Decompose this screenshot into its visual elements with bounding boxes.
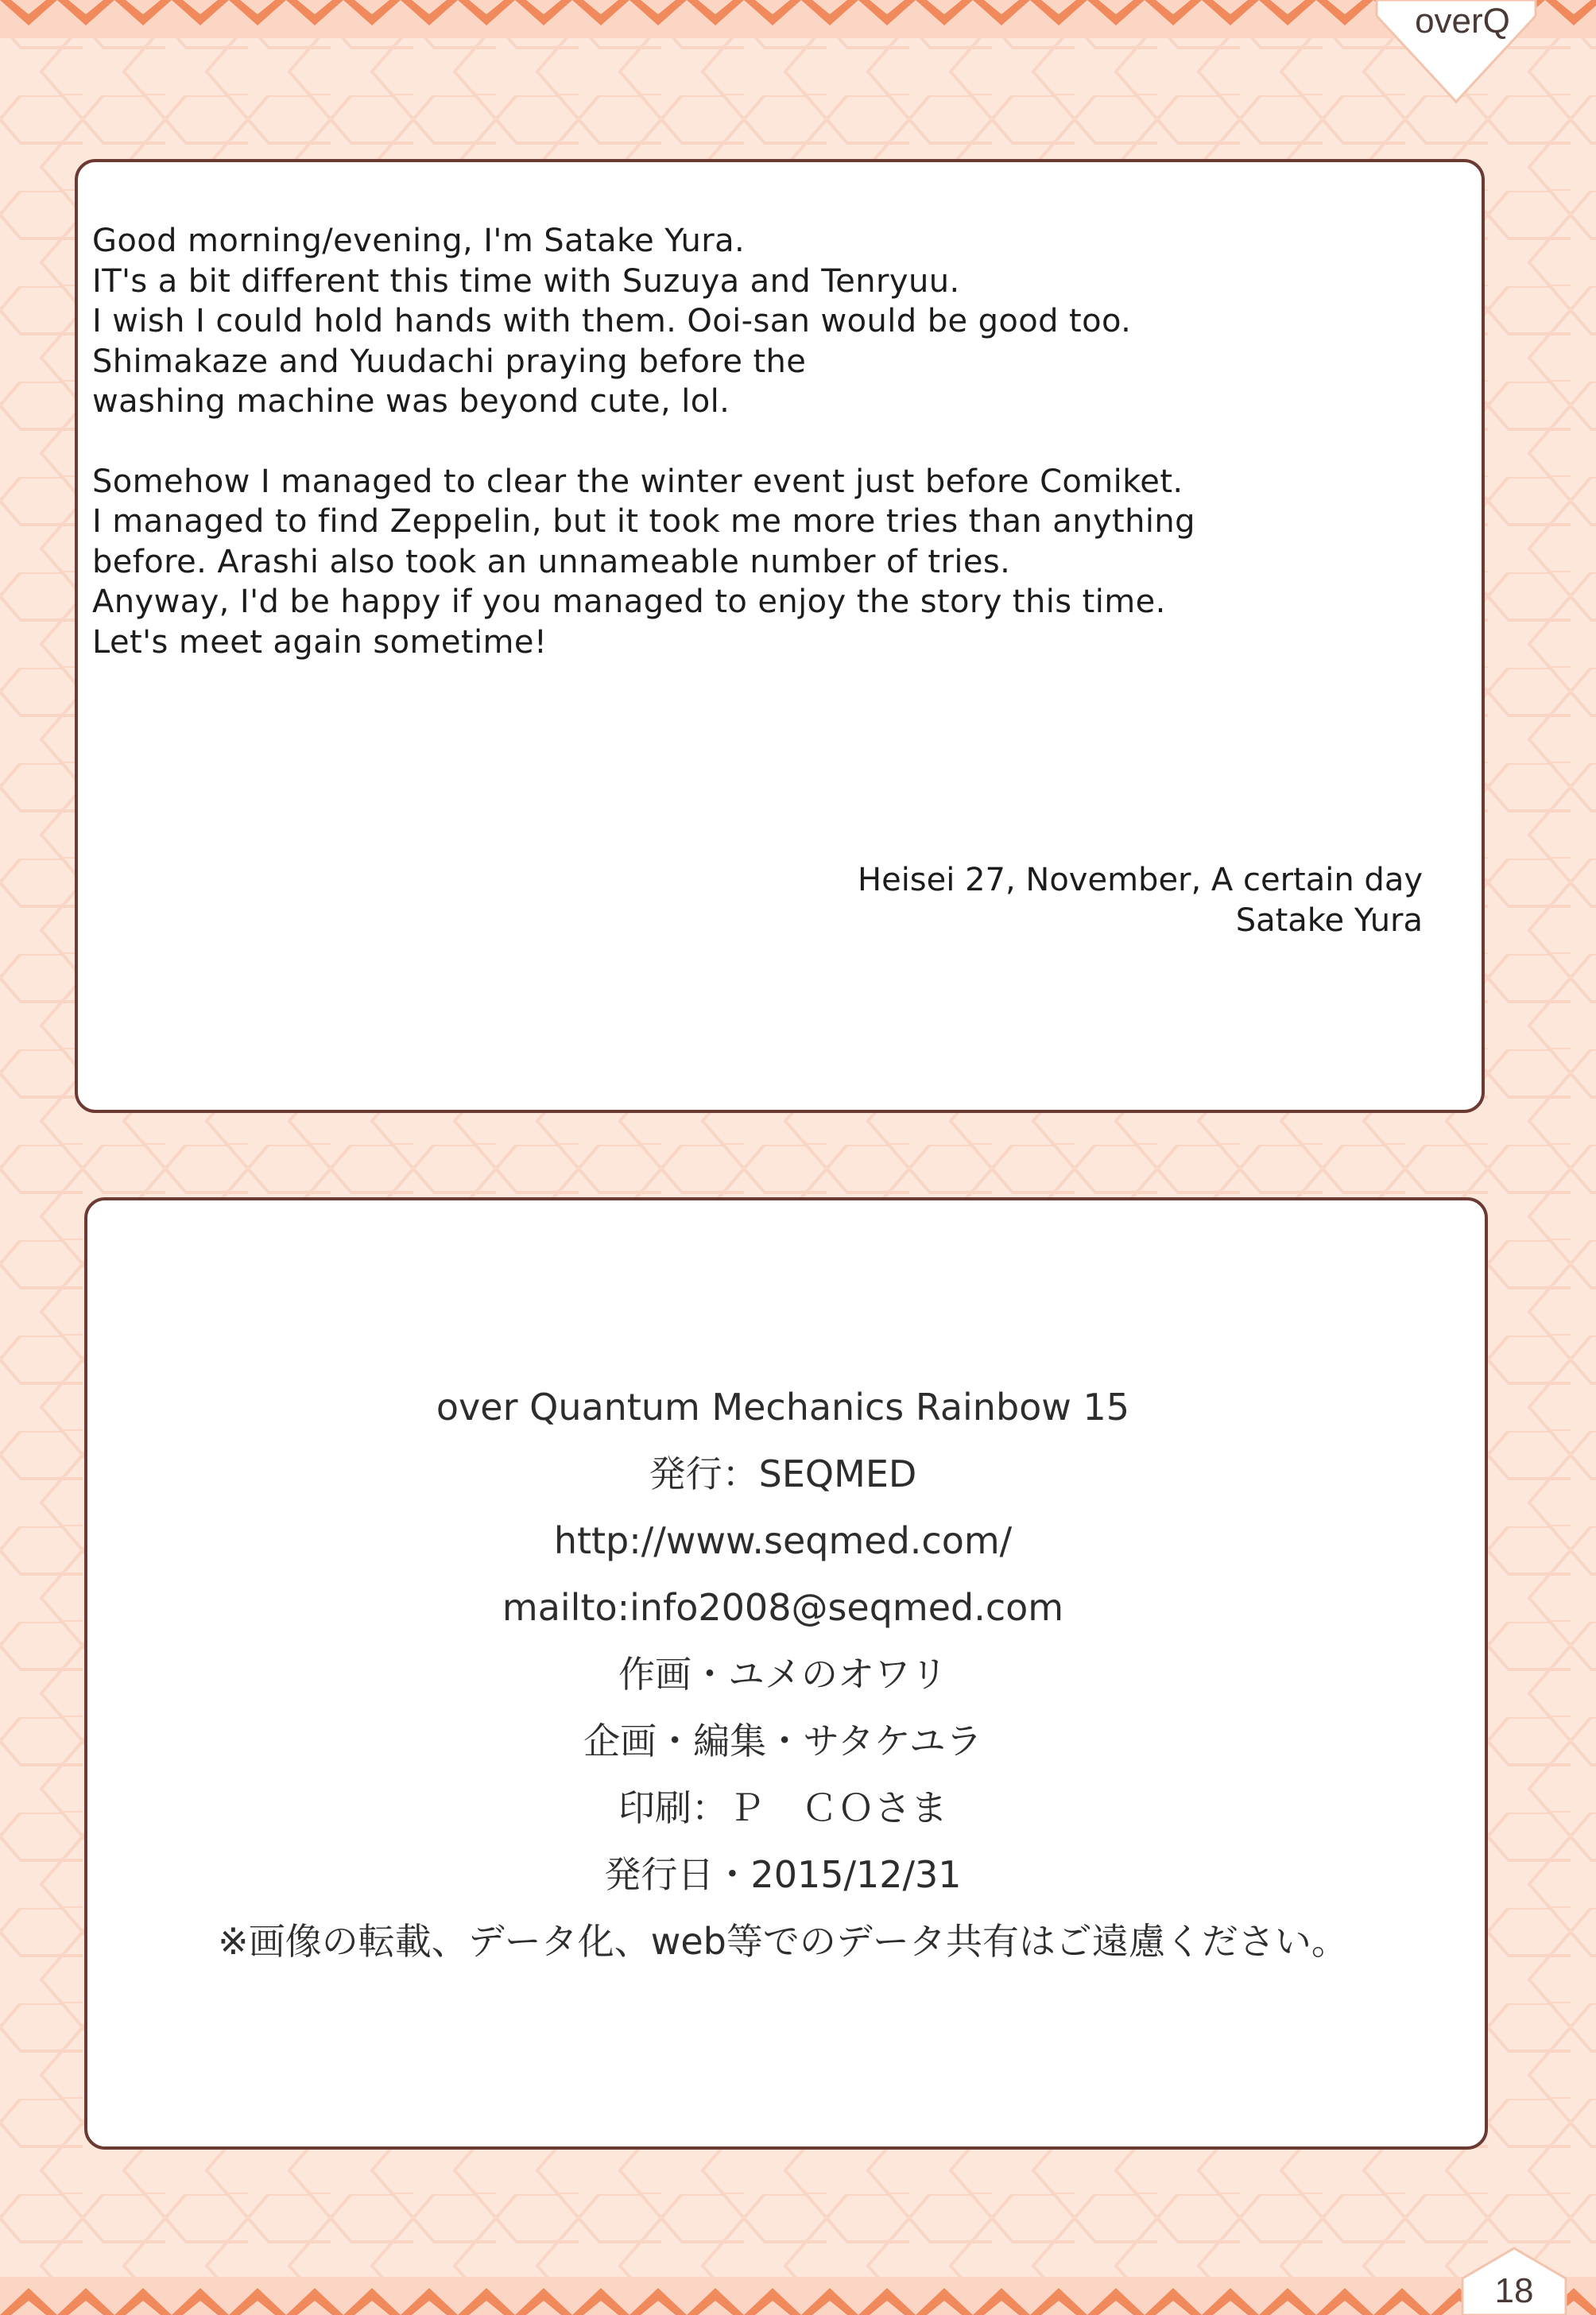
colophon-text	[79, 1374, 1486, 1975]
afterword-line: I managed to find Zeppelin, but it took me more tries than anything	[92, 503, 1195, 540]
afterword-line: Good morning/evening, I'm Satake Yura.	[92, 223, 746, 259]
afterword-line: washing machine was beyond cute, lol.	[92, 383, 730, 420]
bottom-zigzag-border	[0, 2277, 1596, 2315]
brand-logo-text: overQ	[1415, 2, 1510, 41]
afterword-line: Anyway, I'd be happy if you managed to enjoy the story this time.	[92, 584, 1166, 620]
afterword-signature	[604, 860, 1423, 940]
signature-author: Satake Yura	[1235, 902, 1423, 939]
colophon-artist: 作画・ユメのオワリ	[618, 1653, 947, 1696]
paragraph-gap	[92, 422, 1364, 462]
afterword-line: Let's meet again sometime!	[92, 623, 548, 661]
colophon-planning: 企画・編集・サタケユラ	[583, 1720, 982, 1762]
colophon-website: http://www.seqmed.com/	[553, 1519, 1013, 1562]
colophon-date: 発行日・2015/12/31	[604, 1853, 962, 1896]
page-number: 18	[1494, 2271, 1534, 2310]
colophon-printer: 印刷：Ｐ ＣＯさま	[618, 1786, 947, 1829]
colophon-publisher: 発行：SEQMED	[649, 1452, 917, 1495]
colophon-title: over Quantum Mechanics Rainbow 15	[436, 1386, 1130, 1429]
colophon-email: mailto:info2008@seqmed.com	[502, 1586, 1064, 1629]
colophon-notice: ※画像の転載、データ化、web等でのデータ共有はご遠慮ください。	[218, 1920, 1348, 1963]
afterword-line: IT's a bit different this time with Suzuya and Tenryuu.	[92, 262, 960, 300]
afterword-line: Shimakaze and Yuudachi praying before the	[92, 343, 807, 380]
afterword-text	[92, 221, 1364, 662]
afterword-line: I wish I could hold hands with them. Ooi-san would be good too.	[92, 303, 1132, 339]
top-zigzag-border	[0, 0, 1596, 38]
afterword-line: Somehow I managed to clear the winter event just before Comiket.	[92, 463, 1183, 500]
signature-date: Heisei 27, November, A certain day	[858, 862, 1423, 898]
afterword-line: before. Arashi also took an unnameable number of tries.	[92, 543, 1011, 580]
